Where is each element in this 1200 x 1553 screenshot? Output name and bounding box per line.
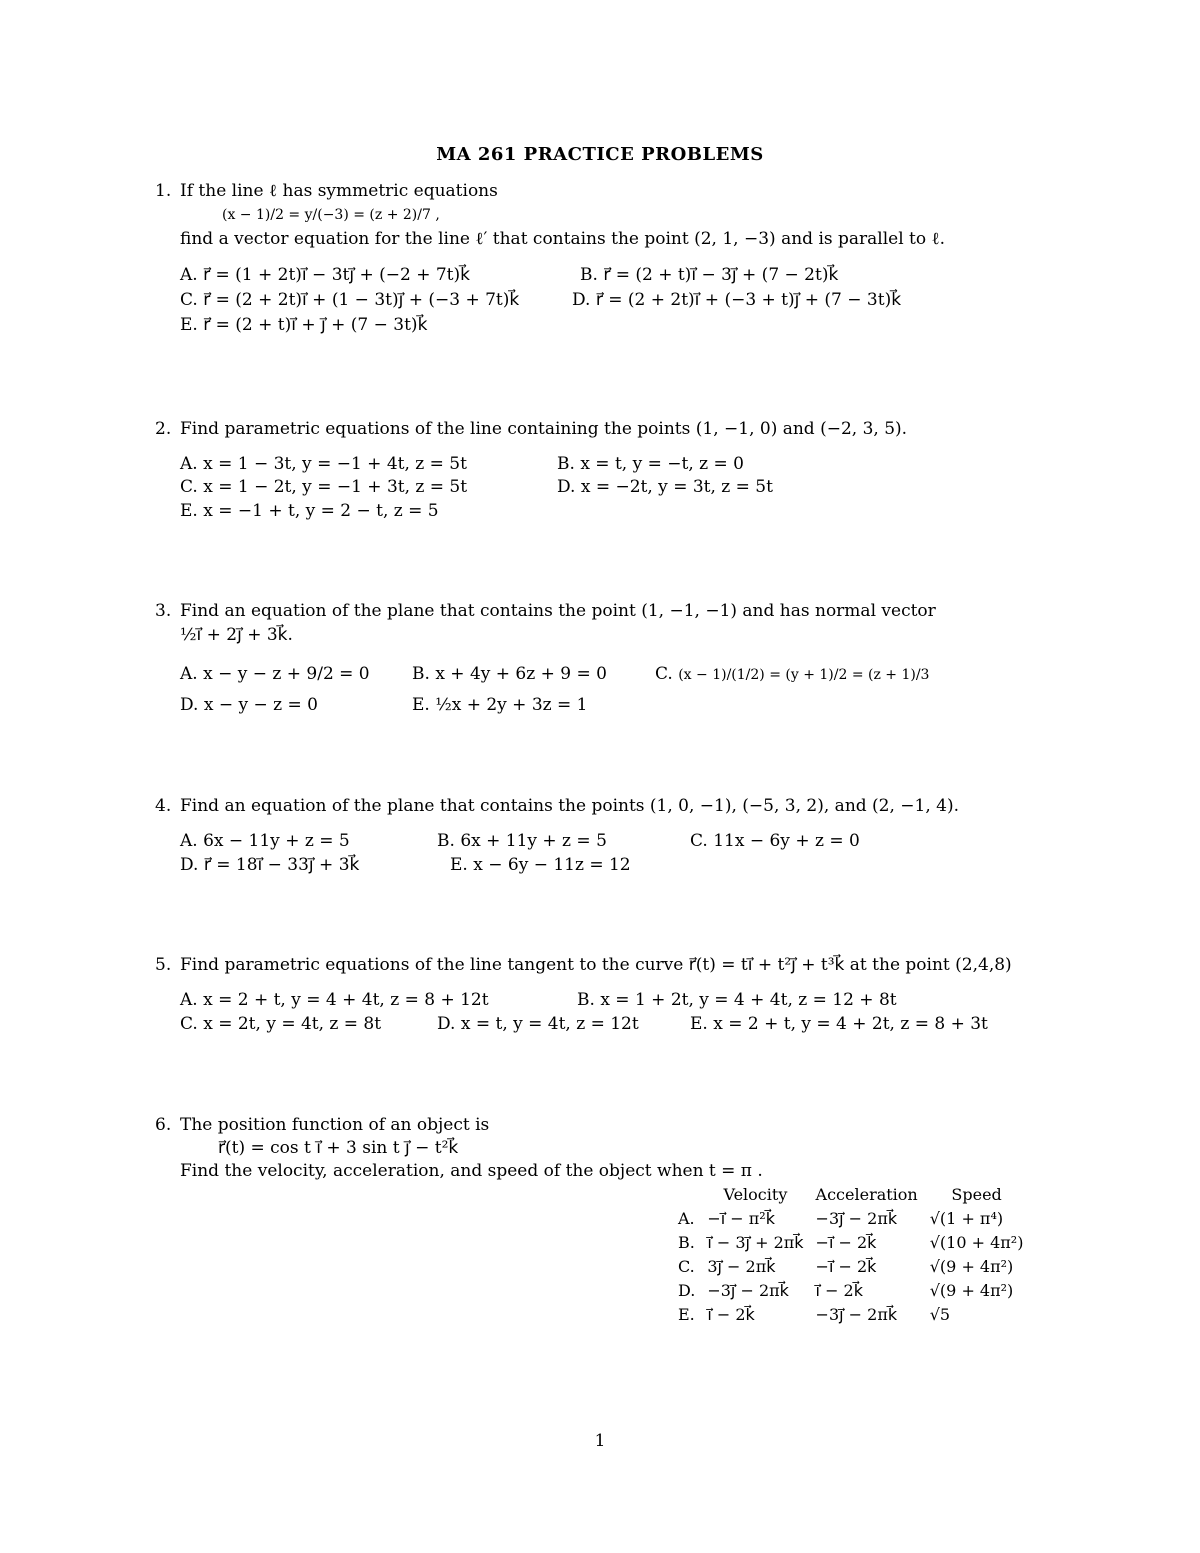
q4-option-a xyxy=(180,830,350,852)
acceleration-cell: −3j⃗ − 2πk⃗ xyxy=(815,1305,898,1324)
option-text: x = t, y = −t, z = 0 xyxy=(580,454,744,474)
option-label: D. xyxy=(180,855,199,875)
q1-option-e xyxy=(180,314,427,336)
q3-option-e xyxy=(412,694,587,716)
velocity-cell: 3j⃗ − 2πk⃗ xyxy=(707,1257,776,1276)
option-label: B. xyxy=(557,454,575,474)
option-label: D. xyxy=(437,1014,456,1034)
option-label: A. xyxy=(180,664,198,684)
option-text: x = 2 + t, y = 4 + 2t, z = 8 + 3t xyxy=(713,1014,988,1034)
option-label: E. xyxy=(180,501,198,521)
q3-option-d xyxy=(180,694,318,716)
q4-text: Find an equation of the plane that contains the points (1, 0, −1), (−5, 3, 2), and (2, −1, 4). xyxy=(180,796,960,816)
q4-option-c xyxy=(690,830,860,852)
option-label: D. xyxy=(180,695,199,715)
option-label: B. xyxy=(412,664,430,684)
table-header-row xyxy=(672,1183,1029,1207)
option-text: x − y − z + 9/2 = 0 xyxy=(203,664,370,684)
option-label: C. xyxy=(655,664,673,684)
velocity-cell: −3j⃗ − 2πk⃗ xyxy=(707,1281,789,1300)
acceleration-cell: −i⃗ − 2k⃗ xyxy=(815,1233,877,1252)
table-row xyxy=(672,1279,1029,1303)
option-text: x = −2t, y = 3t, z = 5t xyxy=(580,477,773,497)
option-text: (x − 1)/(1/2) = (y + 1)/2 = (z + 1)/3 xyxy=(678,667,930,683)
option-label: E. xyxy=(690,1014,708,1034)
velocity-header: Velocity xyxy=(723,1185,788,1204)
option-text: 11x − 6y + z = 0 xyxy=(713,831,860,851)
option-text: 6x − 11y + z = 5 xyxy=(203,831,350,851)
option-text: x = −1 + t, y = 2 − t, z = 5 xyxy=(203,501,439,521)
q1-line1: If the line ℓ has symmetric equations xyxy=(180,181,498,201)
q6-line2: Find the velocity, acceleration, and speed of the object when t = π . xyxy=(180,1161,763,1181)
option-label: A. xyxy=(180,831,198,851)
velocity-cell: −i⃗ − π²k⃗ xyxy=(707,1209,775,1228)
q4-option-e xyxy=(450,854,631,876)
q2-text: Find parametric equations of the line containing the points (1, −1, 0) and (−2, 3, 5). xyxy=(180,419,908,439)
option-text: x = t, y = 4t, z = 12t xyxy=(460,1014,639,1034)
option-label: C. xyxy=(180,290,198,310)
q6-answer-table xyxy=(672,1183,1029,1327)
option-label: C. xyxy=(690,831,708,851)
q4-option-b xyxy=(437,830,607,852)
row-label: D. xyxy=(678,1281,696,1300)
table-row xyxy=(672,1303,1029,1327)
option-label: A. xyxy=(180,265,198,285)
option-text: r⃗ = (2 + 2t)i⃗ + (−3 + t)j⃗ + (7 − 3t)k⃗ xyxy=(595,290,902,310)
q1-option-b xyxy=(580,264,838,286)
acceleration-header: Acceleration xyxy=(815,1185,918,1204)
option-label: E. xyxy=(450,855,468,875)
option-label: D. xyxy=(572,290,591,310)
option-text: x + 4y + 6z + 9 = 0 xyxy=(435,664,607,684)
table-row xyxy=(672,1207,1029,1231)
q5-option-c xyxy=(180,1013,381,1035)
q6-equation: r⃗(t) = cos t i⃗ + 3 sin t j⃗ − t²k⃗ xyxy=(218,1138,459,1158)
option-text: r⃗ = (1 + 2t)i⃗ − 3tj⃗ + (−2 + 7t)k⃗ xyxy=(203,265,470,285)
page-number: 1 xyxy=(594,1431,606,1451)
q5-option-d xyxy=(437,1013,639,1035)
speed-cell: √(9 + 4π²) xyxy=(929,1257,1014,1276)
option-label: A. xyxy=(180,990,198,1010)
q3-number: 3. xyxy=(155,601,172,621)
option-text: x = 1 − 2t, y = −1 + 3t, z = 5t xyxy=(203,477,468,497)
q1-option-c xyxy=(180,289,519,311)
row-label: C. xyxy=(678,1257,695,1276)
option-text: x = 1 − 3t, y = −1 + 4t, z = 5t xyxy=(203,454,467,474)
option-label: C. xyxy=(180,1014,198,1034)
speed-cell: √5 xyxy=(929,1305,951,1324)
q1-number: 1. xyxy=(155,181,172,201)
q2-option-d xyxy=(557,476,773,498)
page-title: MA 261 PRACTICE PROBLEMS xyxy=(436,144,764,165)
q5-text: Find parametric equations of the line tangent to the curve r⃗(t) = ti⃗ + t²j⃗ + t³k⃗ at the point (2,4,8) xyxy=(180,955,1012,975)
option-label: E. xyxy=(412,695,430,715)
option-label: E. xyxy=(180,315,198,335)
option-text: x − y − z = 0 xyxy=(203,695,318,715)
option-text: x − 6y − 11z = 12 xyxy=(473,855,631,875)
table-row xyxy=(672,1231,1029,1255)
speed-header: Speed xyxy=(951,1185,1002,1204)
q4-option-d xyxy=(180,854,359,876)
q3-line1: Find an equation of the plane that contains the point (1, −1, −1) and has normal vector xyxy=(180,601,936,621)
row-label: E. xyxy=(678,1305,695,1324)
velocity-cell: i⃗ − 3j⃗ + 2πk⃗ xyxy=(707,1233,804,1252)
option-text: x = 1 + 2t, y = 4 + 4t, z = 12 + 8t xyxy=(600,990,897,1010)
q3-option-a xyxy=(180,663,370,685)
row-label: B. xyxy=(678,1233,695,1252)
q2-option-a xyxy=(180,453,467,475)
q2-option-e xyxy=(180,500,439,522)
q2-option-c xyxy=(180,476,467,498)
q2-option-b xyxy=(557,453,744,475)
q1-option-a xyxy=(180,264,470,286)
q6-number: 6. xyxy=(155,1115,172,1135)
option-label: B. xyxy=(580,265,598,285)
q5-option-e xyxy=(690,1013,988,1035)
q5-number: 5. xyxy=(155,955,172,975)
q1-option-d xyxy=(572,289,901,311)
row-label: A. xyxy=(678,1209,695,1228)
option-label: A. xyxy=(180,454,198,474)
speed-cell: √(9 + 4π²) xyxy=(929,1281,1014,1300)
q2-number: 2. xyxy=(155,419,172,439)
q3-line2: ½i⃗ + 2j⃗ + 3k⃗. xyxy=(180,625,293,645)
q3-option-b xyxy=(412,663,607,685)
option-text: r⃗ = (2 + t)i⃗ − 3j⃗ + (7 − 2t)k⃗ xyxy=(603,265,839,285)
q3-option-c xyxy=(655,663,929,686)
table-row xyxy=(672,1255,1029,1279)
q1-equation: (x − 1)/2 = y/(−3) = (z + 2)/7 , xyxy=(222,207,440,223)
option-label: B. xyxy=(577,990,595,1010)
acceleration-cell: −i⃗ − 2k⃗ xyxy=(815,1257,877,1276)
option-text: r⃗ = (2 + 2t)i⃗ + (1 − 3t)j⃗ + (−3 + 7t)k⃗ xyxy=(203,290,520,310)
acceleration-cell: i⃗ − 2k⃗ xyxy=(815,1281,863,1300)
option-label: C. xyxy=(180,477,198,497)
option-label: D. xyxy=(557,477,576,497)
acceleration-cell: −3j⃗ − 2πk⃗ xyxy=(815,1209,898,1228)
option-text: r⃗ = (2 + t)i⃗ + j⃗ + (7 − 3t)k⃗ xyxy=(203,315,428,335)
velocity-cell: i⃗ − 2k⃗ xyxy=(707,1305,755,1324)
q5-option-a xyxy=(180,989,489,1011)
option-text: x = 2t, y = 4t, z = 8t xyxy=(203,1014,382,1034)
q5-option-b xyxy=(577,989,897,1011)
q1-line2: find a vector equation for the line ℓ′ that contains the point (2, 1, −3) and is parallel to ℓ. xyxy=(180,229,946,249)
option-text: ½x + 2y + 3z = 1 xyxy=(435,695,588,715)
speed-cell: √(1 + π⁴) xyxy=(929,1209,1004,1228)
table-corner xyxy=(672,1183,701,1207)
option-text: r⃗ = 18i⃗ − 33j⃗ + 3k⃗ xyxy=(203,855,360,875)
option-text: x = 2 + t, y = 4 + 4t, z = 8 + 12t xyxy=(203,990,489,1010)
q6-line1: The position function of an object is xyxy=(180,1115,490,1135)
option-text: 6x + 11y + z = 5 xyxy=(460,831,607,851)
q4-number: 4. xyxy=(155,796,172,816)
speed-cell: √(10 + 4π²) xyxy=(929,1233,1024,1252)
option-label: B. xyxy=(437,831,455,851)
